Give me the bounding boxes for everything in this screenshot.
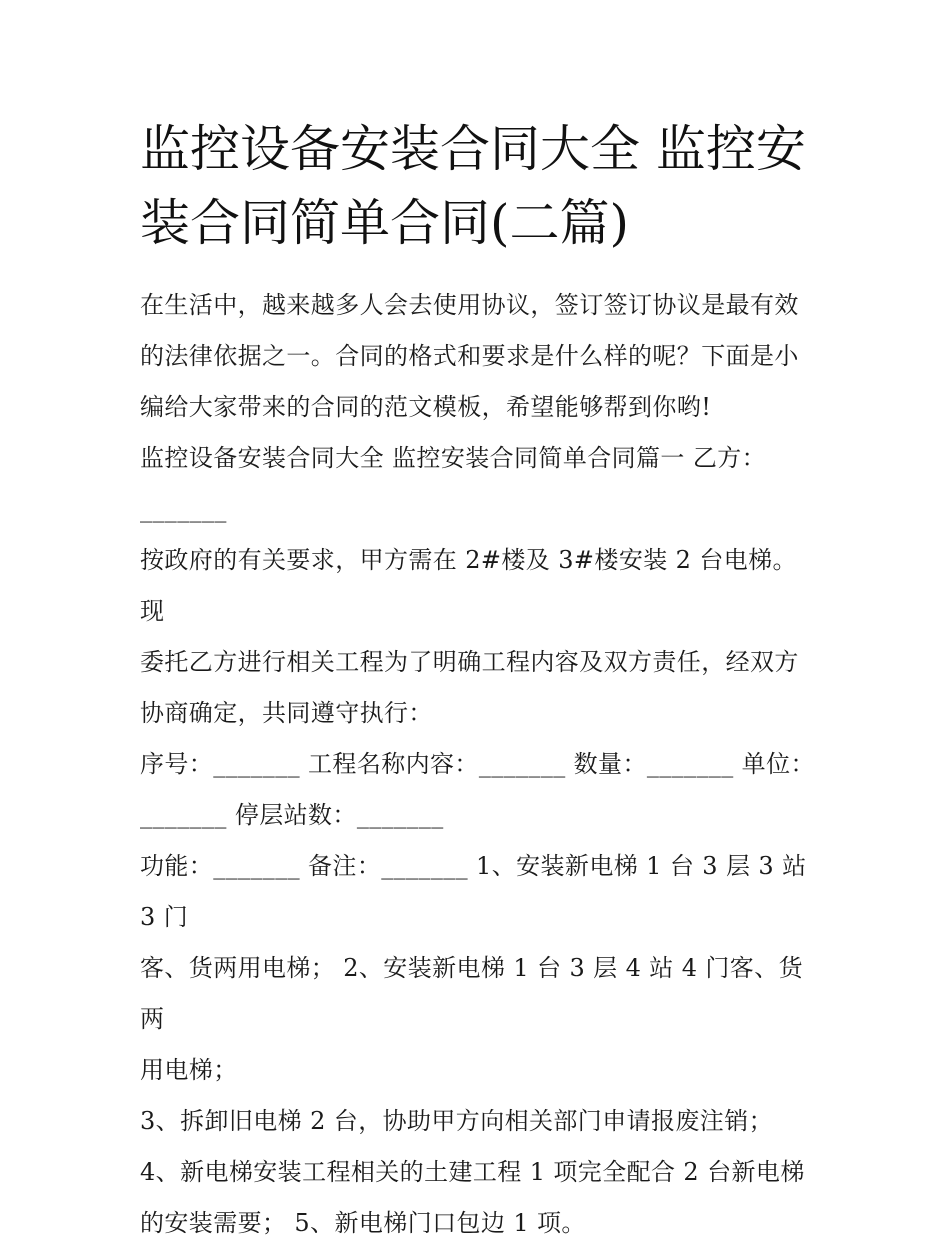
title-line-1: 监控设备安装合同大全 监控安 xyxy=(140,120,806,178)
document-body xyxy=(140,280,820,1249)
body-line: 客、货两用电梯； 2、安装新电梯 1 台 3 层 4 站 4 门客、货两 xyxy=(140,954,804,1033)
list-item: 3、拆卸旧电梯 2 台，协助甲方向相关部门申请报废注销； xyxy=(140,1107,773,1135)
form-fields-line: 功能：_______ 备注：_______ 1、安装新电梯 1 台 3 层 3 站 3 门 xyxy=(140,852,815,931)
body-line: 委托乙方进行相关工程为了明确工程内容及双方责任，经双方 xyxy=(140,648,799,676)
list-item: 的安装需要； 5、新电梯门口包边 1 项。 xyxy=(140,1209,586,1237)
body-line: 的法律依据之一。合同的格式和要求是什么样的呢？下面是小 xyxy=(140,342,799,370)
form-fields-line: _______ 停层站数：_______ xyxy=(140,801,444,829)
title-line-2: 装合同简单合同(二篇) xyxy=(140,194,630,252)
body-line: 协商确定，共同遵守执行： xyxy=(140,699,433,727)
list-item: 4、新电梯安装工程相关的土建工程 1 项完全配合 2 台新电梯 xyxy=(140,1158,805,1186)
body-line: 编给大家带来的合同的范文模板，希望能够帮到你哟! xyxy=(140,393,712,421)
body-line: 按政府的有关要求，甲方需在 2#楼及 3#楼安装 2 台电梯。现 xyxy=(140,546,797,625)
document-title xyxy=(140,112,820,260)
blank-underline: _______ xyxy=(140,495,227,523)
body-line: 在生活中，越来越多人会去使用协议，签订签订协议是最有效 xyxy=(140,291,799,319)
body-line: 监控设备安装合同大全 监控安装合同简单合同篇一 乙方： xyxy=(140,444,767,472)
form-fields-line: 序号：_______ 工程名称内容：_______ 数量：_______ 单位： xyxy=(140,750,815,778)
body-line: 用电梯； xyxy=(140,1056,238,1084)
document-page xyxy=(140,112,820,1249)
